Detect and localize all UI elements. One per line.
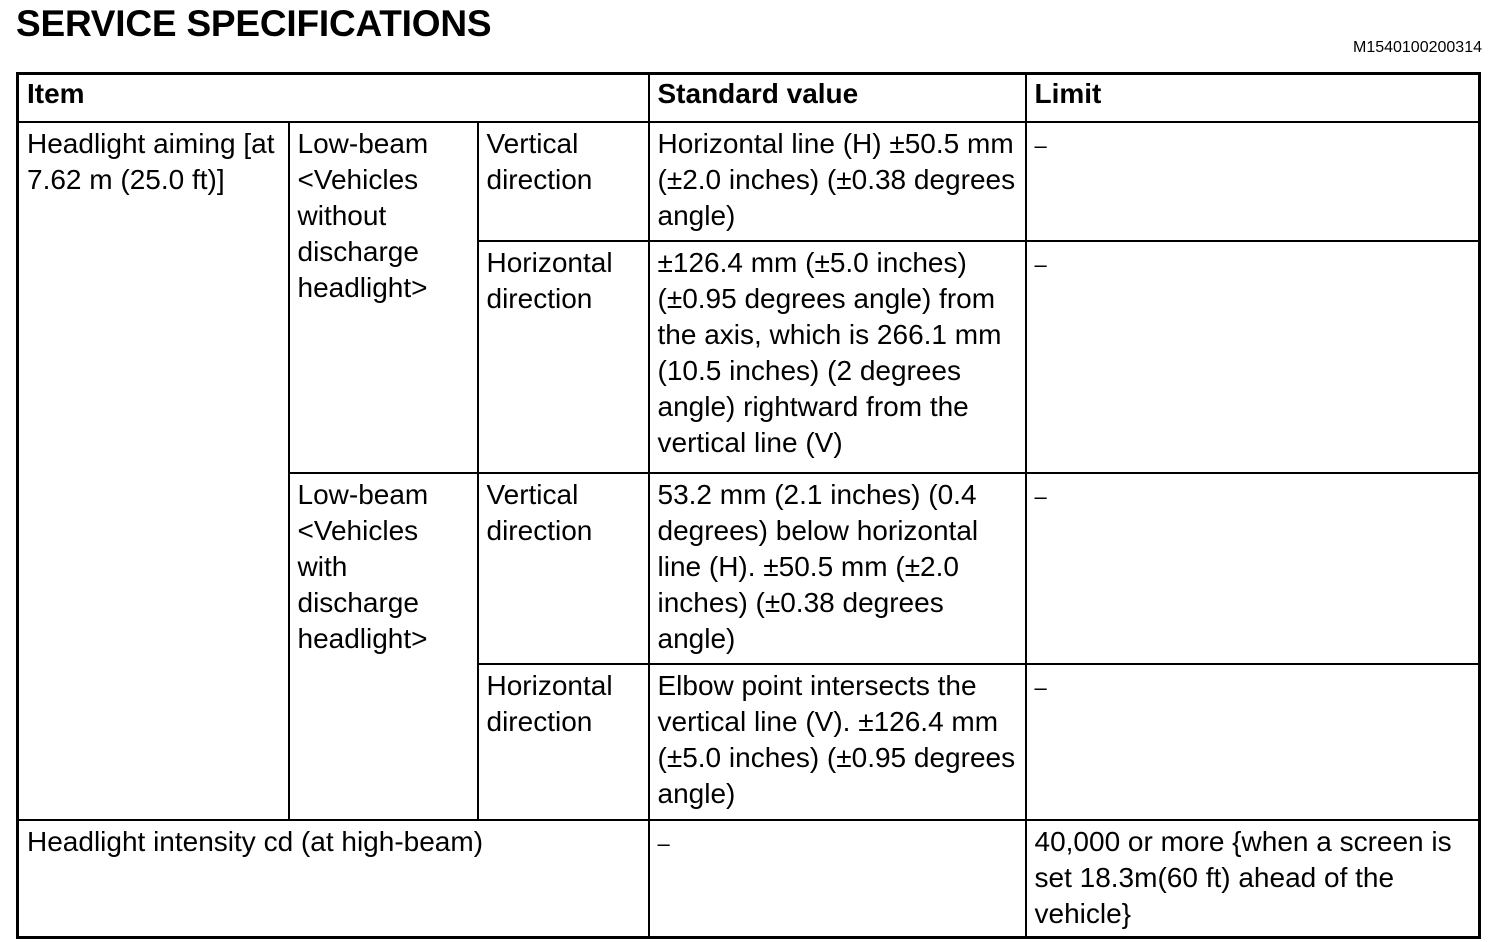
headlight-aiming-label: Headlight aiming [at 7.62 m (25.0 ft)]	[18, 122, 289, 820]
standard-value-cell: ±126.4 mm (±5.0 inches) (±0.95 degrees angle) from the axis, which is 266.1 mm (10.5 inches) (2 degrees angle) rightward from the vertical line (V)	[649, 241, 1026, 473]
direction-label: Horizontal direction	[478, 664, 649, 820]
limit-value: –	[1034, 483, 1047, 509]
service-specifications-table	[16, 72, 1481, 939]
limit-cell	[1026, 664, 1480, 820]
page-title: SERVICE SPECIFICATIONS	[16, 3, 492, 44]
column-header-limit: Limit	[1026, 74, 1480, 122]
standard-value-cell: Elbow point intersects the vertical line (V). ±126.4 mm (±5.0 inches) (±0.95 degrees angle)	[649, 664, 1026, 820]
document-code: M1540100200314	[1352, 39, 1482, 56]
low-beam-without-discharge-label: Low-beam <Vehicles without discharge headlight>	[289, 122, 478, 473]
limit-cell	[1026, 122, 1480, 241]
headlight-intensity-label: Headlight intensity cd (at high-beam)	[18, 820, 649, 938]
table-row	[18, 122, 1480, 241]
limit-value: –	[1034, 132, 1047, 158]
limit-cell	[1026, 473, 1480, 664]
limit-value: –	[1034, 674, 1047, 700]
low-beam-with-discharge-label: Low-beam <Vehicles with discharge headlight>	[289, 473, 478, 820]
column-header-item: Item	[18, 74, 649, 122]
limit-cell	[1026, 241, 1480, 473]
standard-value-cell: Horizontal line (H) ±50.5 mm (±2.0 inches) (±0.38 degrees angle)	[649, 122, 1026, 241]
column-header-standard-value: Standard value	[649, 74, 1026, 122]
table-row	[18, 820, 1480, 938]
limit-cell: 40,000 or more {when a screen is set 18.3m(60 ft) ahead of the vehicle}	[1026, 820, 1480, 938]
direction-label: Horizontal direction	[478, 241, 649, 473]
standard-value-cell: 53.2 mm (2.1 inches) (0.4 degrees) below horizontal line (H). ±50.5 mm (±2.0 inches) (±0.38 degrees angle)	[649, 473, 1026, 664]
standard-value: –	[657, 830, 670, 856]
direction-label: Vertical direction	[478, 473, 649, 664]
standard-value-cell	[649, 820, 1026, 938]
direction-label: Vertical direction	[478, 122, 649, 241]
table-header-row	[18, 74, 1480, 122]
limit-value: –	[1034, 251, 1047, 277]
